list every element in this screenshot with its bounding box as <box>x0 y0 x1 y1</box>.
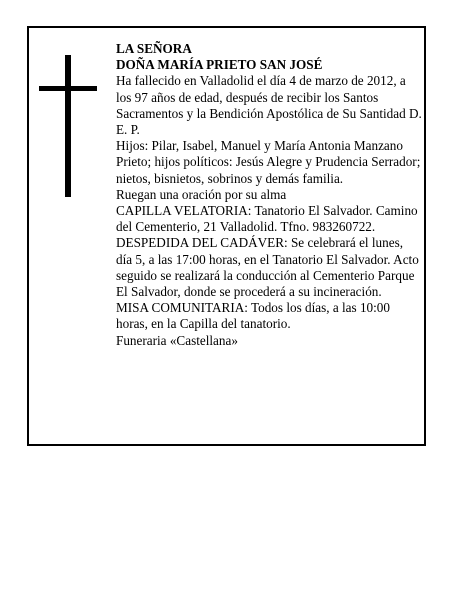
notice-heading-title: LA SEÑORA <box>116 41 192 56</box>
funeral-home: Funeraria «Castellana» <box>116 332 238 348</box>
cross-icon-bar <box>39 86 97 91</box>
obituary-notice <box>27 26 426 446</box>
chapel-info: CAPILLA VELATORIA: Tanatorio El Salvador. Camino del Cementerio, 21 Valladolid. Tfno. 983260722. <box>116 203 418 235</box>
death-announcement: Ha fallecido en Valladolid el día 4 de marzo de 2012, a los 97 años de edad, después de recibir los Santos Sacramentos y la Bendición Apostólica de Su Santidad D. E. P. <box>116 73 422 138</box>
deceased-name: DOÑA MARÍA PRIETO SAN JOSÉ <box>116 57 323 73</box>
cross-icon <box>65 55 71 197</box>
family-members: Hijos: Pilar, Isabel, Manuel y María Antonia Manzano Prieto; hijos políticos: Jesús Alegre y Prudencia Serrador; nietos, bisnietos, sobrinos y demás familia. <box>116 138 421 186</box>
farewell-info: DESPEDIDA DEL CADÁVER: Se celebrará el lunes, día 5, a las 17:00 horas, en el Tanatorio El Salvador. Acto seguido se realizará la conducción al Cementerio Parque El Salvador, donde se procederá a su incineración. <box>116 235 419 300</box>
mass-info: MISA COMUNITARIA: Todos los días, a las 10:00 horas, en la Capilla del tanatorio. <box>116 300 390 332</box>
notice-body <box>116 41 422 349</box>
prayer-request: Ruegan una oración por su alma <box>116 186 287 202</box>
